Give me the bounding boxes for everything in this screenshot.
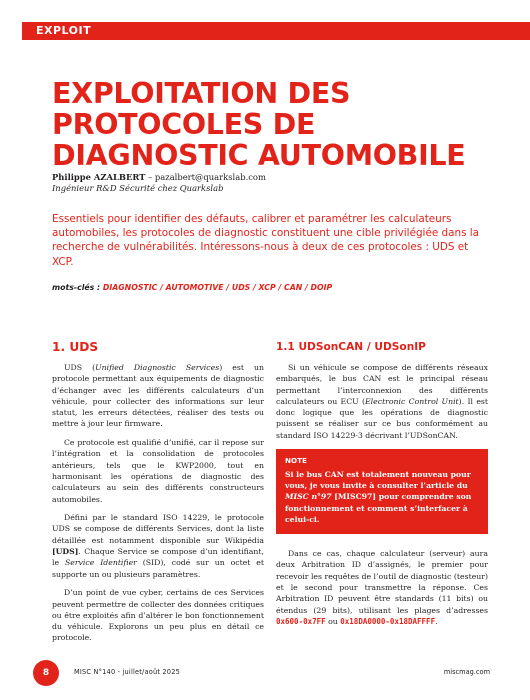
- section-heading-udsoncan: 1.1 UDSonCAN / UDSonIP: [276, 341, 426, 353]
- article-lead: Essentiels pour identifier des défauts, calibrer et paramétrer les calculateurs automobiles, les protocoles de diagnostic constituent une cible privilégiée dans la recherche de vulnérabilités. Intéressons-nous à deux de ces protocoles : UDS et XCP.: [52, 213, 480, 268]
- section-heading-uds: 1. UDS: [52, 340, 99, 354]
- note-box: [276, 449, 488, 534]
- paragraph: D’un point de vue cyber, certains de ces Services peuvent permettre de collecter des données critiques ou être exploités afin d’altérer le bon fonctionnement du véhicule. Explorons un peu plus en détail ce protocole.: [52, 588, 264, 643]
- text-run: [MISC97] pour comprendre son fonctionnement et comment s’interfacer à celui-ci.: [285, 492, 472, 524]
- text-run: Si le bus CAN est totalement nouveau pour vous, je vous invite à consulter l’article du: [285, 470, 471, 491]
- page-footer: [0, 660, 530, 690]
- text-italic: Electronic Control Unit: [365, 396, 459, 406]
- text-run: .: [435, 616, 438, 626]
- author-name: Philippe AZALBERT: [52, 172, 146, 182]
- text-italic: Unified Diagnostic Services: [95, 363, 220, 372]
- text-run: ou: [325, 616, 341, 626]
- right-column: [276, 340, 488, 634]
- keywords-list: DIAGNOSTIC / AUTOMOTIVE / UDS / XCP / CAN / DOIP: [102, 283, 333, 292]
- magazine-website: miscmag.com: [443, 668, 490, 676]
- paragraph: Ce protocole est qualifié d’unifié, car il repose sur l’intégration et la consolidation de protocoles antérieurs, tels que le KWP2000, tout en harmonisant les opérations de diagnostic des calculateurs au sein des différents constructeurs automobiles.: [52, 438, 264, 504]
- text-run: UDS (: [64, 363, 96, 372]
- paragraph: [52, 362, 264, 430]
- keywords-label: mots-clés :: [52, 283, 103, 292]
- left-column: [52, 340, 264, 651]
- author-role-text: Ingénieur R&D Sécurité chez Quarkslab: [52, 183, 224, 193]
- text-run: Défini par le standard ISO 14229, le protocole UDS se compose de différents Services, dont la liste détaillée est notamment disponible sur Wikipédia: [52, 513, 264, 545]
- author-role: [52, 183, 472, 194]
- text-run: . Chaque Service se compose d’un identifiant, le: [52, 547, 264, 568]
- code-range-extended: 0x18DA0000-0x18DAFFFF: [340, 616, 436, 626]
- author-block: [52, 172, 472, 194]
- author-separator: –: [145, 172, 155, 182]
- keywords: [52, 283, 492, 292]
- text-run: Si un véhicule se compose de différents réseaux embarqués, le bus CAN est le principal réseau permettant l’interconnexion des différents calculateurs ou ECU (: [276, 363, 488, 406]
- note-title: NOTE: [285, 456, 307, 466]
- paragraph: [276, 362, 488, 441]
- text-run: ). Il est donc logique que les opérations de diagnostic puissent se réaliser sur ce bus conformément au standard ISO 14229-3 décrivant l’UDSonCAN.: [276, 396, 489, 440]
- text-run: ) est un protocole permettant aux équipements de diagnostic d’échanger avec les différents calculateurs d’un véhicule, pour collecter des informations sur leur statut, les erreurs détectées, réaliser des tests ou mettre à jour leur firmware.: [52, 363, 264, 429]
- reference-uds: [UDS]: [52, 547, 79, 557]
- paragraph: [52, 512, 264, 580]
- author-line: [52, 172, 472, 183]
- text-run: (SID), codé sur un octet et supporte un ou plusieurs paramètres.: [52, 558, 264, 579]
- page-number: 8: [33, 660, 59, 686]
- author-email: pazalbert@quarkslab.com: [154, 172, 266, 182]
- paragraph: [276, 548, 488, 627]
- note-text: [285, 469, 479, 525]
- text-run: Dans ce cas, chaque calculateur (serveur) aura deux Arbitration ID d’assignés, le premier pour recevoir les requêtes de l’outil de diagnostic (testeur) et le second pour transmettre la réponse. Ces Arbitration ID peuvent être standards (11 bits) ou étendus (29 bits), utilisant les plages d’adresses: [276, 549, 488, 615]
- article-title: EXPLOITATION DES PROTOCOLES DE DIAGNOSTIC AUTOMOBILE: [52, 77, 466, 172]
- magazine-issue: MISC N°140 - juillet/août 2025: [74, 668, 180, 676]
- code-range-standard: 0x600-0x7FF: [276, 616, 326, 626]
- text-italic: MISC n°97: [285, 492, 332, 502]
- text-italic: Service Identifier: [64, 558, 137, 568]
- section-tag: EXPLOIT: [22, 22, 530, 40]
